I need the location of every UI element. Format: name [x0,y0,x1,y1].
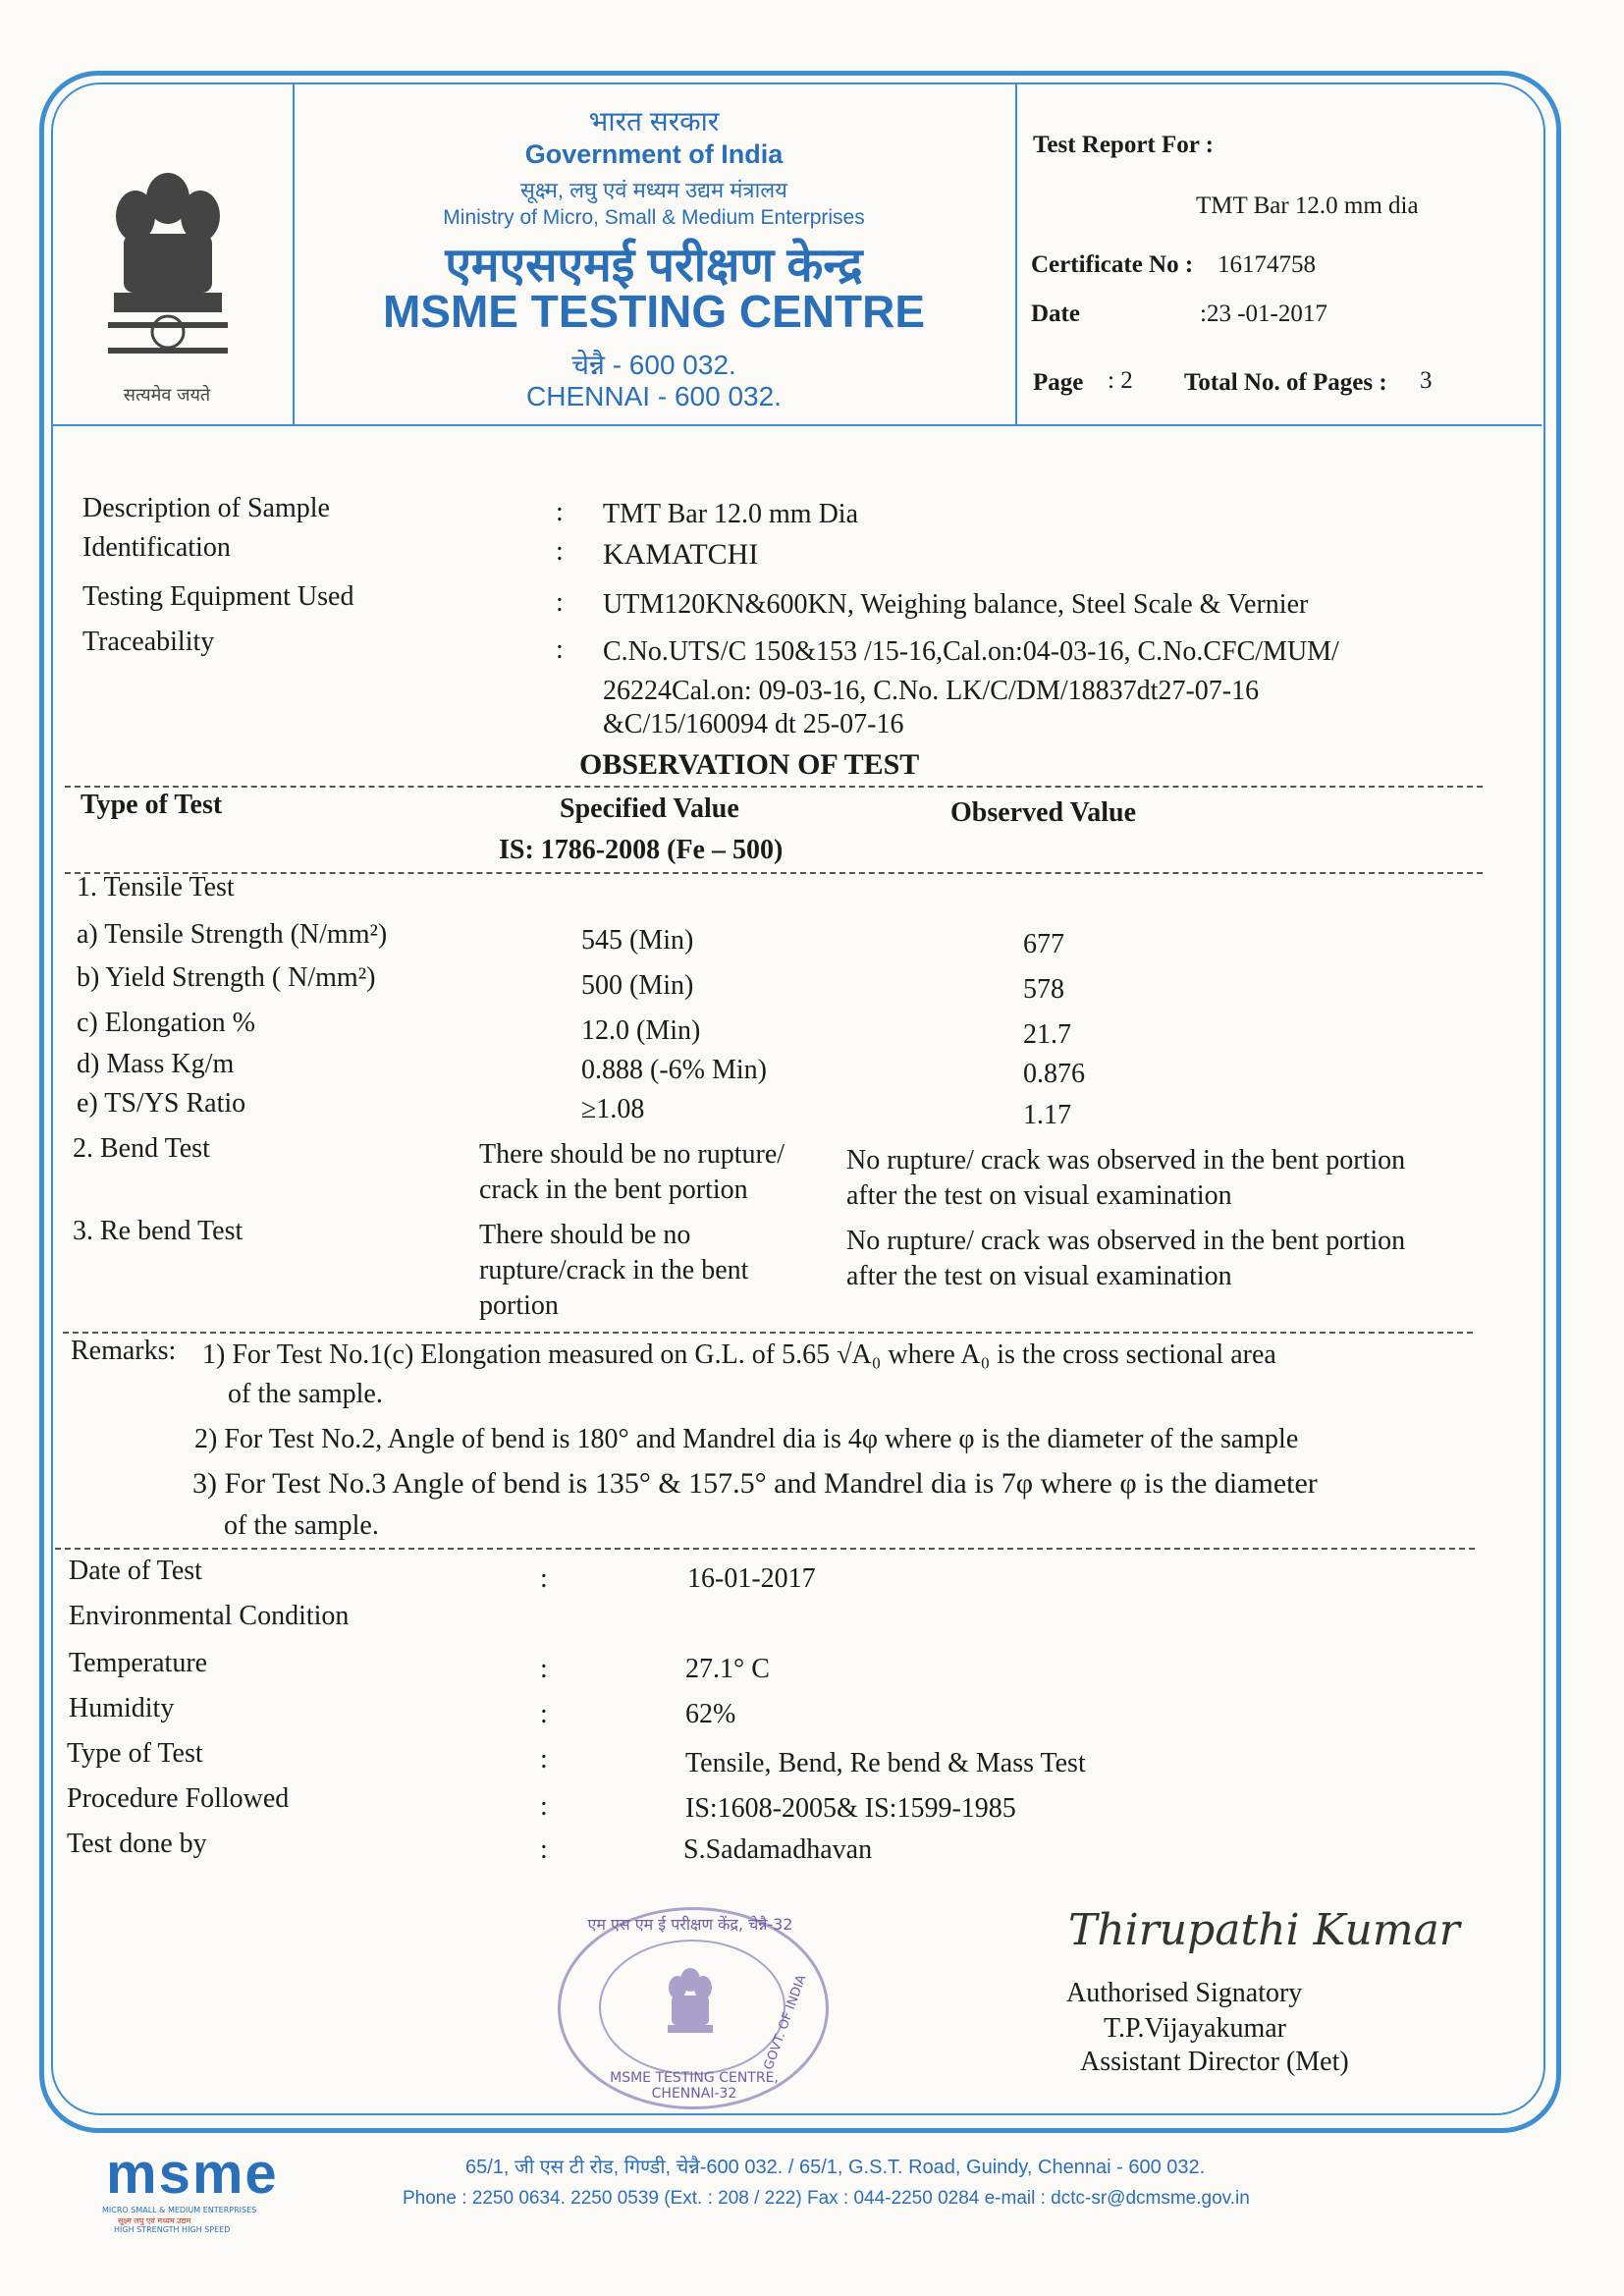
condition-label: Type of Test [67,1738,203,1769]
footer-address: 65/1, जी एस टी रोड, गिण्डी, चेन्नै-600 032. / 65/1, G.S.T. Road, Guindy, Chennai - 600 032. [465,2157,1206,2178]
rebend-obs-line2: after the test on visual examination [846,1261,1232,1291]
national-emblem [94,147,242,383]
condition-value: IS:1608-2005& IS:1599-1985 [685,1793,1016,1824]
hindi-centre: एमएसएमई परीक्षण केन्द्र [445,240,863,292]
sample-value: C.No.UTS/C 150&153 /15-16,Cal.on:04-03-16, C.No.CFC/MUM/ [603,636,1339,667]
sample-value-line2: 26224Cal.on: 09-03-16, C.No. LK/C/DM/18837dt27-07-16 [603,676,1260,706]
sample-label: Traceability [82,627,215,657]
rebend-obs-line1: No rupture/ crack was observed in the bent portion [846,1226,1406,1256]
total-pages-label: Total No. of Pages : [1184,369,1387,396]
report-for-value: TMT Bar 12.0 mm dia [1196,192,1419,219]
tensile-heading: 1. Tensile Test [77,872,235,902]
header-divider-right [1015,84,1017,424]
spec-value: 0.888 (-6% Min) [581,1055,767,1085]
sample-colon: : [556,587,564,618]
emblem-motto: सत्यमेव जयते [123,385,211,406]
test-type: c) Elongation % [77,1008,255,1038]
condition-colon: : [540,1563,548,1594]
observed-value: 1.17 [1023,1100,1071,1130]
certificate-number: 16174758 [1218,251,1316,278]
govt-title: Government of India [524,139,784,169]
city: CHENNAI - 600 032. [526,381,782,411]
condition-colon: : [540,1744,548,1775]
hindi-city: चेन्नै - 600 032. [571,350,736,380]
seal-emblem-icon [664,1964,717,2043]
hindi-ministry: सूक्ष्म, लघु एवं मध्यम उद्यम मंत्रालय [520,178,787,202]
remark-2: 2) For Test No.2, Angle of bend is 180° and Mandrel dia is 4φ where φ is the diameter of the sample [194,1424,1299,1454]
total-pages: 3 [1420,367,1433,394]
sample-label: Description of Sample [82,493,330,523]
condition-colon: : [540,1654,548,1684]
condition-value: S.Sadamadhavan [683,1834,873,1865]
date-label: Date [1031,301,1080,327]
test-type: d) Mass Kg/m [77,1049,235,1079]
msme-logo: msme [106,2142,279,2206]
dashed-rule [65,786,1483,788]
rebend-spec-line2: rupture/crack in the bent [479,1255,749,1285]
standard: IS: 1786-2008 (Fe – 500) [499,835,784,865]
spec-value: 500 (Min) [581,970,694,1001]
condition-label: Date of Test [69,1556,202,1586]
msme-logo-caption-2: सूक्ष्म लघु एवं मध्यम उद्यम [118,2216,191,2225]
condition-label: Environmental Condition [69,1601,350,1631]
bend-spec-line2: crack in the bent portion [479,1175,748,1205]
sample-label: Identification [82,532,231,563]
seal-bottom-text: MSME TESTING CENTRE, CHENNAI-32 [610,2070,779,2102]
condition-label: Procedure Followed [67,1783,290,1814]
remark-3-cont: of the sample. [224,1510,379,1541]
dashed-rule [63,1332,1473,1334]
sample-value: UTM120KN&600KN, Weighing balance, Steel Scale & Vernier [603,589,1309,620]
dashed-rule [65,872,1483,874]
sample-colon: : [556,634,564,665]
sample-colon: : [556,536,564,567]
spec-value: 12.0 (Min) [581,1015,701,1046]
sample-label: Testing Equipment Used [82,581,354,612]
report-for-label: Test Report For : [1033,132,1214,158]
remark-1: 1) For Test No.1(c) Elongation measured on G.L. of 5.65 √A₀ where A₀ is the cross sectional area [202,1339,1276,1370]
bend-obs-line2: after the test on visual examination [846,1180,1232,1211]
bend-obs-line1: No rupture/ crack was observed in the bent portion [846,1145,1406,1175]
sample-value-line3: &C/15/160094 dt 25-07-16 [603,709,904,739]
seal-side-text: GOVT. OF INDIA [761,1973,810,2072]
col-obs-header: Observed Value [950,797,1137,828]
condition-colon: : [540,1834,548,1865]
test-type: e) TS/YS Ratio [77,1088,246,1119]
observed-value: 578 [1023,974,1064,1005]
rebend-spec-line1: There should be no [479,1220,691,1250]
observation-title: OBSERVATION OF TEST [579,748,920,781]
signatory-title: Authorised Signatory [1066,1978,1303,2008]
sample-colon: : [556,497,564,527]
signature: Thirupathi Kumar [1068,1905,1460,1955]
test-type: a) Tensile Strength (N/mm²) [77,919,388,950]
condition-value: Tensile, Bend, Re bend & Mass Test [685,1748,1086,1778]
condition-value: 16-01-2017 [687,1563,816,1594]
condition-colon: : [540,1699,548,1729]
observed-value: 677 [1023,929,1064,959]
centre-title: MSME TESTING CENTRE [382,286,926,337]
test-type: b) Yield Strength ( N/mm²) [77,962,376,993]
hindi-govt: भारत सरकार [588,106,720,137]
condition-value: 62% [685,1699,736,1729]
condition-value: 27.1° C [685,1654,770,1684]
observed-value: 0.876 [1023,1059,1085,1089]
col-spec-header: Specified Value [560,793,739,824]
sample-value: KAMATCHI [603,538,759,571]
spec-value: ≥1.08 [581,1094,645,1124]
condition-label: Temperature [69,1648,208,1678]
ministry: Ministry of Micro, Small & Medium Enterprises [443,206,865,229]
msme-logo-caption-3: HIGH STRENGTH HIGH SPEED [114,2225,231,2234]
observed-value: 21.7 [1023,1019,1071,1050]
dashed-rule [55,1548,1475,1550]
col-type-header: Type of Test [81,790,223,820]
footer-contact: Phone : 2250 0634. 2250 0539 (Ext. : 208 / 222) Fax : 044-2250 0284 e-mail : dctc-sr@dcmsme.gov.in [403,2188,1250,2209]
signatory-name: T.P.Vijayakumar [1104,2013,1286,2044]
msme-logo-caption-1: MICRO SMALL & MEDIUM ENTERPRISES [102,2206,257,2214]
certificate-label: Certificate No : [1031,251,1194,278]
bend-spec-line1: There should be no rupture/ [479,1139,785,1170]
remark-1-cont: of the sample. [228,1379,383,1409]
bend-test-label: 2. Bend Test [73,1133,210,1164]
condition-label: Test done by [67,1829,207,1859]
header-bottom-rule [53,424,1542,426]
page-number: : 2 [1108,367,1133,394]
remark-3: 3) For Test No.3 Angle of bend is 135° & 157.5° and Mandrel dia is 7φ where φ is the diameter [192,1467,1318,1500]
spec-value: 545 (Min) [581,925,694,956]
seal-top-text: एम एस एम ई परीक्षण केंद्र, चेन्नै-32 [587,1915,793,1934]
condition-label: Humidity [69,1693,175,1723]
sample-value: TMT Bar 12.0 mm Dia [603,499,859,529]
signatory-designation: Assistant Director (Met) [1080,2047,1349,2077]
condition-colon: : [540,1791,548,1822]
page-label: Page [1033,369,1084,396]
rebend-spec-line3: portion [479,1290,559,1321]
remarks-label: Remarks: [71,1336,177,1366]
rebend-test-label: 3. Re bend Test [73,1216,244,1246]
report-date: :23 -01-2017 [1200,301,1327,327]
